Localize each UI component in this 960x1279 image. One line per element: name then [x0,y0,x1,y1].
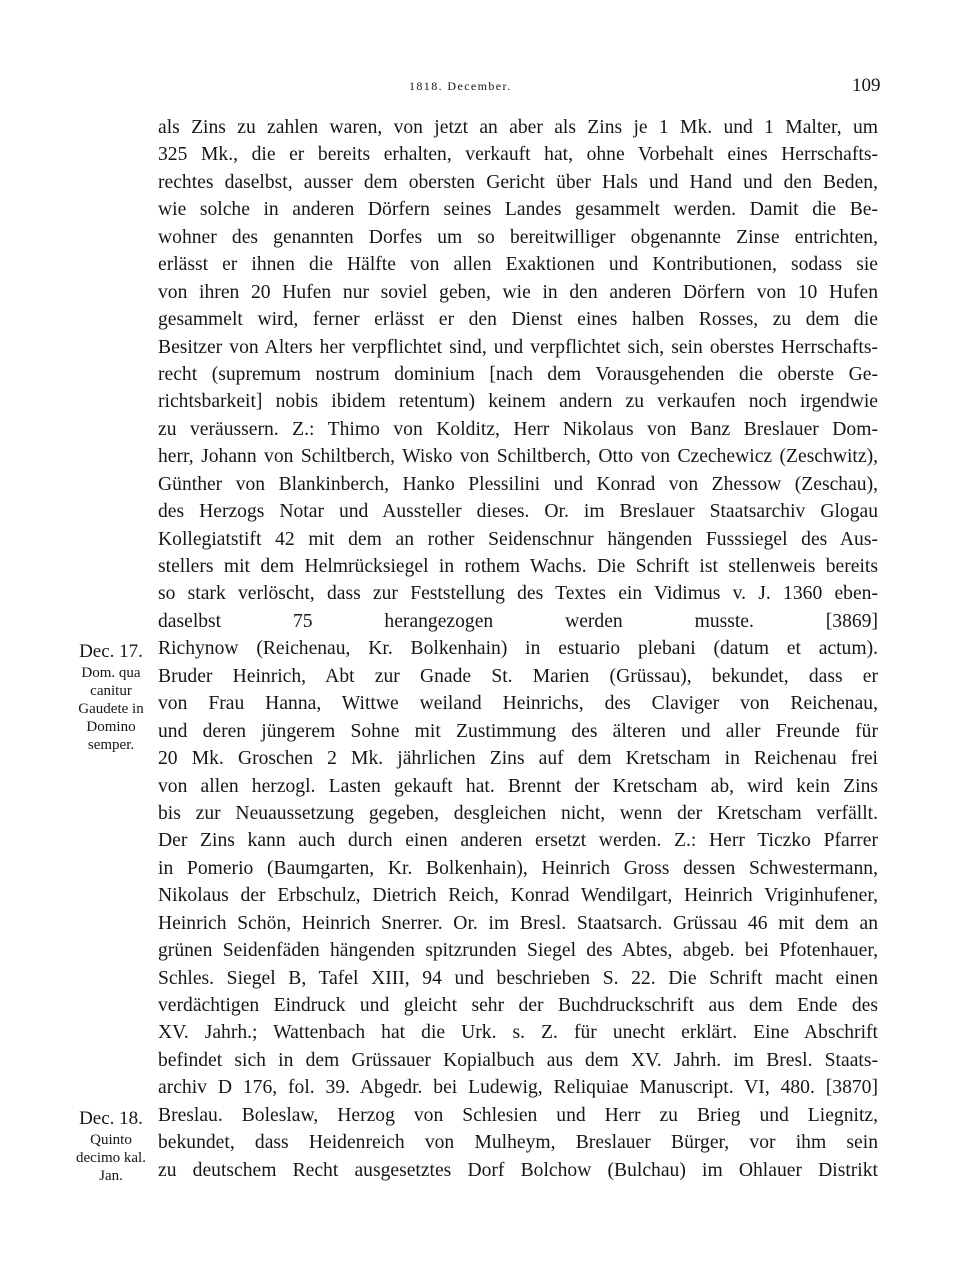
body-text-line: von ihren 20 Hufen nur soviel geben, wie in den anderen Dörfern von 10 Hufen [158,281,878,303]
running-title: 1818. December. [409,79,512,93]
body-text-line: gesammelt wird, ferner erlässt er den Dienst eines halben Rosses, zu dem die [158,309,878,331]
body-text-line: grünen Seidenfäden hängenden spitzrunden Siegel des Abtes, abgeb. bei Pfotenhauer, [158,940,878,962]
body-text-line: Bruder Heinrich, Abt zur Gnade St. Marien (Grüssau), bekundet, dass er [158,665,878,687]
body-text-line: archiv D 176, fol. 39. Abgedr. bei Ludewig, Reliquiae Manuscript. VI, 480. [3870] [158,1077,878,1099]
body-text-line: Besitzer von Alters her verpflichtet sind, und verpflichtet sich, sein oberstes Herrschafts- [158,336,878,358]
body-text-line: wie solche in anderen Dörfern seines Landes gesammelt werden. Damit die Be- [158,199,878,221]
body-text-line: zu veräussern. Z.: Thimo von Kolditz, Herr Nikolaus von Banz Breslauer Dom- [158,418,878,440]
body-text-line: als Zins zu zahlen waren, von jetzt an aber als Zins je 1 Mk. und 1 Malter, um [158,117,878,138]
document-body [158,114,878,1184]
body-text-line: rechtes daselbst, ausser dem obersten Gericht über Hals und Hand und den Beden, [158,171,878,193]
body-text-line: so stark verlöscht, dass zur Feststellung des Textes ein Vidimus v. J. 1360 eben- [158,583,878,605]
body-text-line: bis zur Neuaussetzung gegeben, desgleichen nicht, wenn der Kretscham verfällt. [158,802,878,824]
margin-feast-line: Domino [86,719,136,735]
body-text-line: richtsbarkeit] nobis ibidem retentum) keinem andern zu verkaufen noch irgendwie [158,391,878,413]
body-text-line: von allen herzogl. Lasten gekauft hat. Brennt der Kretscham ab, wird kein Zins [158,775,878,797]
body-text-line: wohner des genannten Dorfes um so bereitwilliger obgenannte Zinse entrichten, [158,226,878,248]
body-text-line: 325 Mk., die er bereits erhalten, verkauft hat, ohne Vorbehalt eines Herrschafts- [158,144,878,166]
body-text-line: von Frau Hanna, Wittwe weiland Heinrichs, des Claviger von Reichenau, [158,693,878,715]
margin-feast-line: canitur [90,683,132,699]
body-text-line: stellers mit dem Helmrücksiegel in rothem Wachs. Die Schrift ist stellenweis bereits [158,556,878,577]
margin-feast-line: Quinto [90,1132,132,1148]
body-text-line: XV. Jahrh.; Wattenbach hat die Urk. s. Z. für unecht erklärt. Eine Abschrift [158,1022,878,1044]
margin-feast-line: semper. [87,737,135,753]
body-text-line: erlässt er ihnen die Hälfte von allen Exaktionen und Kontributionen, sodass sie [158,254,878,276]
page-header [0,75,960,101]
body-text-line: verdächtigen Eindruck und gleicht sehr der Buchdruckschrift aus dem Ende des [158,995,878,1016]
body-text-line: Heinrich Schön, Heinrich Snerrer. Or. im Bresl. Staatsarch. Grüssau 46 mit dem an [158,912,878,934]
body-text-line: zu deutschem Recht ausgesetztes Dorf Bolchow (Bulchau) im Ohlauer Distrikt [158,1159,878,1181]
body-text-line: daselbst 75 herangezogen werden musste. [3869] [158,610,878,632]
body-text-line: befindet sich in dem Grüssauer Kopialbuch aus dem XV. Jahrh. im Bresl. Staats- [158,1049,878,1071]
page-number: 109 [852,75,881,96]
body-text-line: des Herzogs Notar und Aussteller dieses. Or. im Breslauer Staatsarchiv Glogau [158,501,878,523]
body-text-line: in Pomerio (Baumgarten, Kr. Bolkenhain), Heinrich Gross dessen Schwestermann, [158,857,878,879]
body-text-line: Breslau. Boleslaw, Herzog von Schlesien und Herr zu Brieg und Liegnitz, [158,1104,878,1126]
body-text-line: Richynow (Reichenau, Kr. Bolkenhain) in estuario plebani (datum et actum). [158,638,878,660]
margin-date: Dec. 18. [79,1108,143,1129]
margin-feast-line: decimo kal. [76,1150,146,1166]
margin-date: Dec. 17. [79,641,143,662]
body-text-line: und deren jüngerem Sohne mit Zustimmung des älteren und aller Freunde für [158,720,878,742]
body-text-line: Schles. Siegel B, Tafel XIII, 94 und beschrieben S. 22. Die Schrift macht einen [158,967,878,989]
body-text-line: herr, Johann von Schiltberch, Wisko von Schiltberch, Otto von Czechewicz (Zeschwitz), [158,446,878,468]
body-text-line: recht (supremum nostrum dominium [nach dem Vorausgehenden die oberste Ge- [158,363,878,385]
body-text-line: Günther von Blankinberch, Hanko Plessilini und Konrad von Zhessow (Zeschau), [158,473,878,495]
body-text-line: 20 Mk. Groschen 2 Mk. jährlichen Zins auf dem Kretscham in Reichenau frei [158,748,878,770]
body-text-line: bekundet, dass Heidenreich von Mulheym, Breslauer Bürger, vor ihm sein [158,1132,878,1154]
margin-feast-line: Jan. [99,1168,123,1184]
body-text-line: Nikolaus der Erbschulz, Dietrich Reich, Konrad Wendilgart, Heinrich Vriginhufener, [158,885,878,907]
body-text-line: Der Zins kann auch durch einen anderen ersetzt werden. Z.: Herr Ticzko Pfarrer [158,830,878,852]
margin-note-dec-17 [70,640,152,754]
margin-feast-line: Gaudete in [78,701,144,717]
body-text-line: Kollegiatstift 42 mit dem an rother Seidenschnur hängenden Fusssiegel des Aus- [158,528,878,550]
margin-note-dec-18 [70,1107,152,1185]
margin-feast-line: Dom. qua [81,665,141,681]
